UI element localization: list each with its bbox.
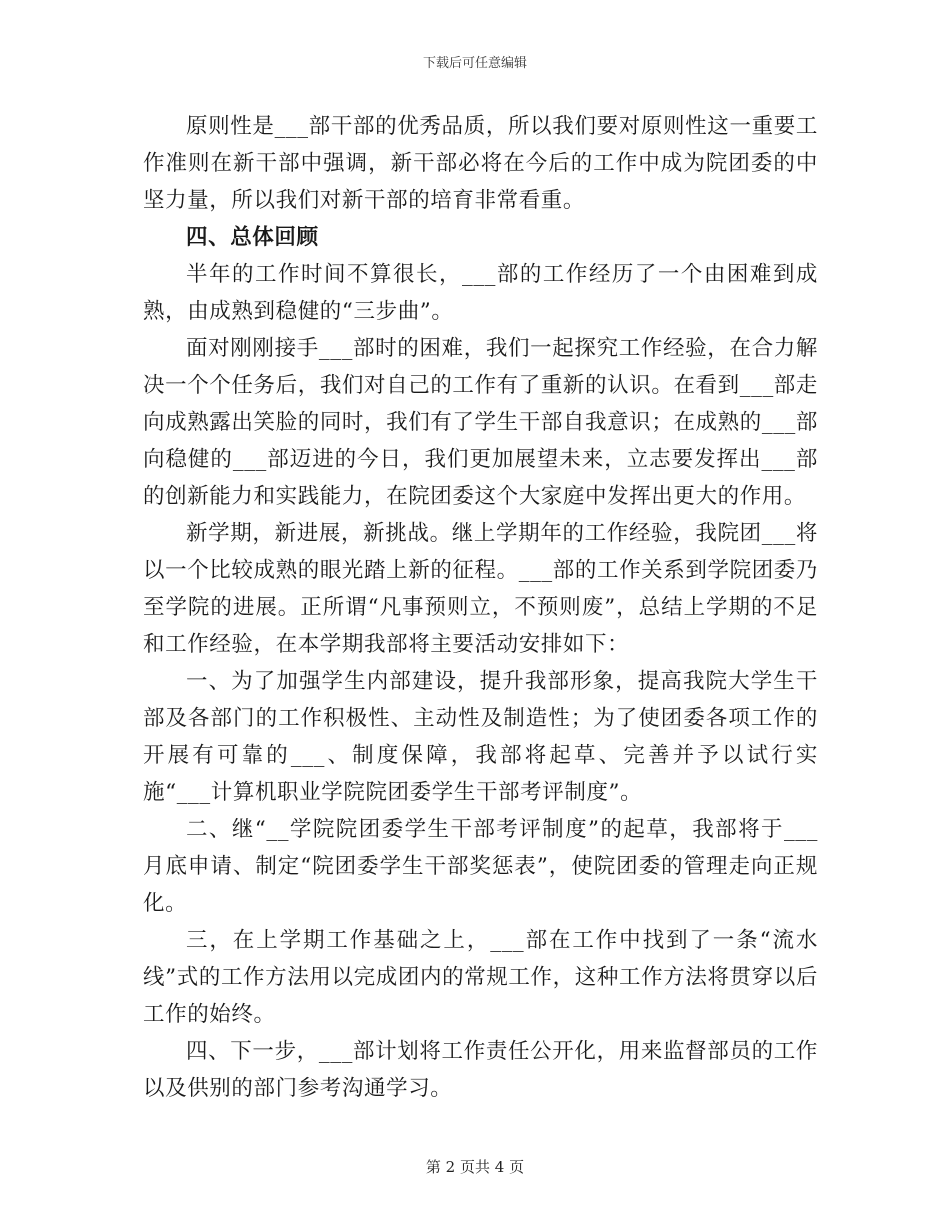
page-header: 下载后可任意编辑 [422, 56, 527, 71]
paragraph-item-two: 二、继“__学院院团委学生干部考评制度”的起草，我部将于___月底申请、制定“院团委学生干部奖惩表”，使院团委的管理走向正规化。 [143, 817, 818, 916]
section-heading-overall-review: 四、总体回顾 [186, 225, 319, 250]
paragraph-item-one: 一、为了加强学生内部建设，提升我部形象，提高我院大学生干部及各部门的工作积极性、主动性及制造性；为了使团委各项工作的开展有可靠的___、制度保障，我部将起草、完善并予以试行实施“___计算机职业学院院团委学生干部考评制度”。 [143, 669, 818, 805]
paragraph-principle: 原则性是___部干部的优秀品质，所以我们要对原则性这一重要工作准则在新干部中强调，新干部必将在今后的工作中成为院团委的中坚力量，所以我们对新干部的培育非常看重。 [143, 114, 818, 213]
document-body [143, 108, 818, 1107]
paragraph-new-semester: 新学期，新进展，新挑战。继上学期年的工作经验，我院团___将以一个比较成熟的眼光踏上新的征程。___部的工作关系到学院团委乃至学院的进展。正所谓“凡事预则立，不预则废”，总结上学期的不足和工作经验，在本学期我部将主要活动安排如下： [143, 521, 818, 657]
paragraph-half-year: 半年的工作时间不算很长，___部的工作经历了一个由困难到成熟，由成熟到稳健的“三步曲”。 [143, 262, 818, 324]
page-footer: 第 2 页共 4 页 [425, 1158, 525, 1176]
paragraph-item-three: 三，在上学期工作基础之上，___部在工作中找到了一条“流水线”式的工作方法用以完成团内的常规工作，这种工作方法将贯穿以后工作的始终。 [143, 928, 818, 1027]
paragraph-facing-difficulty: 面对刚刚接手___部时的困难，我们一起探究工作经验，在合力解决一个个任务后，我们对自己的工作有了重新的认识。在看到___部走向成熟露出笑脸的同时，我们有了学生干部自我意识；在成熟的___部向稳健的___部迈进的今日，我们更加展望未来，立志要发挥出___部的创新能力和实践能力，在院团委这个大家庭中发挥出更大的作用。 [143, 336, 818, 509]
paragraph-item-four: 四、下一步，___部计划将工作责任公开化，用来监督部员的工作以及供别的部门参考沟通学习。 [143, 1039, 818, 1101]
